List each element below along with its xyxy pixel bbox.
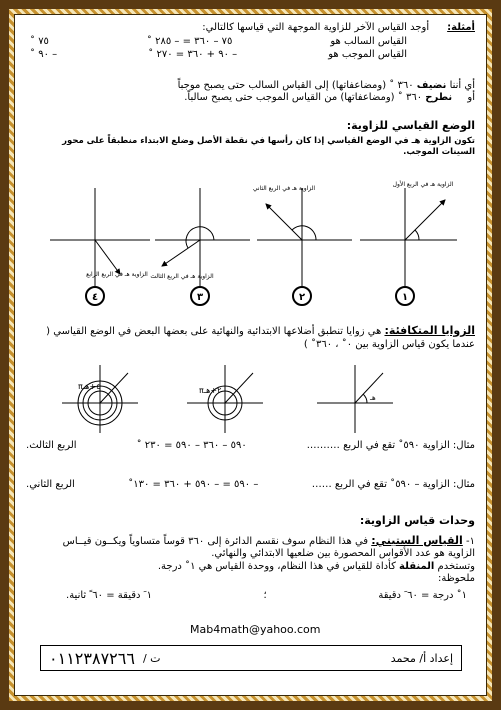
footer-prepared: إعداد أ/ محمد <box>390 651 453 665</box>
ct-ex2-calc: – ٥٩٠ = – ٥٩٠ + ٣٦٠ = ١٣٠˚ <box>128 478 259 490</box>
units-item1-num: ١- <box>466 535 475 547</box>
ex2-angle: – ٩٠ ˚ <box>30 49 58 60</box>
coterminal-label-1: π٤+هـ <box>78 382 101 391</box>
ct-ex2-q: الربع الثاني. <box>26 478 75 490</box>
units-c2: ١ َ دقيقة = ٦٠ ً ثانية. <box>66 589 152 601</box>
ct-ex1-calc: ٥٩٠ – ٣٦٠ – ٥٩٠ = ٢٣٠ ˚ <box>136 440 247 451</box>
q4-number: ٤ <box>91 292 99 303</box>
units-note: ملحوظة: <box>438 573 475 585</box>
rule-sub <box>26 92 475 105</box>
h-label: هـ <box>370 394 376 402</box>
q2-label: الزاوية هـ في الربع الثاني <box>252 185 316 192</box>
rule-add-bold: نضيف <box>416 79 447 91</box>
rule-add-pre: أي أننا <box>449 79 475 91</box>
examples-intro: أوجد القياس الآخر للزاوية الموجهة التي قياسها كالتالي: <box>202 22 430 33</box>
q2-number: ٢ <box>298 292 306 303</box>
rule-add-post: ٣٦٠ ˚ (ومضاعفاتها) إلى القياس السالب حتى يصبح موجباً <box>177 79 414 91</box>
coterminal-label-2: π٢+هـ <box>199 386 222 395</box>
units-line3-post: كأداة للقياس في هذا النظام، ووحدة القياس هي ١˚ درجة. <box>157 560 396 572</box>
units-line3-bold: المنقلة <box>399 560 435 572</box>
neg-value: ٧٥ – ٣٦٠ = – ٢٨٥ ˚ <box>146 35 233 47</box>
coterminal-examples <box>26 440 475 491</box>
q1-number: ١ <box>401 292 409 303</box>
q4-label: الزاوية هـ في الربع الرابع <box>86 271 148 278</box>
rule-add <box>26 80 475 93</box>
q1-label: الزاوية هـ في الربع الأول <box>392 181 454 188</box>
standard-desc: تكون الزاوية هـ في الوضع القياسي إذا كان رأسها في نقطة الأصل وضلع الابتداء منطبقاً على محور السينات الموجب. <box>62 136 475 157</box>
coterminal-desc: هي زوايا تنطبق أضلاعها الابتدائية والنهائية على بعضها البعض في الوضع القياسي ( عندما يكون قياس الزاوية بين ٠˚ ، ٣٦٠˚ ) <box>46 326 475 350</box>
units-item1-text: في هذا النظام سوف نقسم الدائرة إلى ٣٦٠ قوساً متساوياً ويكــون قيــاس <box>62 535 369 547</box>
rule-sub-bold: نطرح <box>425 92 453 103</box>
examples-label: أمثلة: <box>447 22 475 33</box>
coterminal-section <box>26 324 475 351</box>
coterminal-title: الزوايا المتكافئة: <box>384 324 475 337</box>
standard-title: الوضع القياسي للزاوية: <box>346 118 475 132</box>
footer-phone-label: ت / <box>142 651 161 665</box>
units-item1-bold: القياس الستيني: <box>371 533 463 547</box>
footer-box <box>40 645 462 671</box>
examples-section <box>26 22 475 158</box>
ct-ex1-pre: مثال: الزاوية ٥٩٠˚ تقع في الربع ………. <box>306 440 475 451</box>
diagram-q3 <box>150 188 250 305</box>
diagram-q2 <box>253 185 352 305</box>
ct-ex2-pre: مثال: الزاوية – ٥٩٠˚ تقع في الربع …… <box>311 478 475 490</box>
author-email: Mab4math@yahoo.com <box>190 623 321 636</box>
units-line3-pre: وتستخدم <box>437 560 475 572</box>
diagram-q1 <box>360 180 457 305</box>
neg-label: القياس السالب هو <box>330 35 407 47</box>
q3-label: الزاوية هـ في الربع الثالث <box>150 273 214 280</box>
rule-sub-post: ٣٦٠ ˚ (ومضاعفاتها) من القياس الموجب حتى يصبح سالباً. <box>184 92 423 103</box>
diagram-q4 <box>50 188 150 305</box>
units-section <box>26 514 475 602</box>
footer-phone: ٠١١٢٣٨٧٢٦٦ <box>49 648 135 668</box>
pos-value: – ٩٠ + ٣٦٠ = ٢٧٠ ˚ <box>148 49 238 60</box>
pos-label: القياس الموجب هو <box>328 49 407 60</box>
ct-ex1-q: الربع الثالث. <box>26 440 77 451</box>
units-sep: ؛ <box>263 589 267 601</box>
quadrant-diagrams <box>40 178 460 308</box>
units-c1: ١˚ درجة = ٦٠ َ دقيقة <box>378 589 467 601</box>
rule-sub-pre: أو <box>467 92 475 103</box>
coterminal-diagrams <box>60 358 460 433</box>
ex1-angle: ٧٥ ˚ <box>30 35 49 47</box>
units-line2: الزاوية هو عدد الأقواس المحصورة بين ضلعيها الابتدائي والنهائي. <box>211 548 475 560</box>
units-title: وحدات قياس الزاوية: <box>359 514 475 527</box>
q3-number: ٣ <box>196 292 204 303</box>
